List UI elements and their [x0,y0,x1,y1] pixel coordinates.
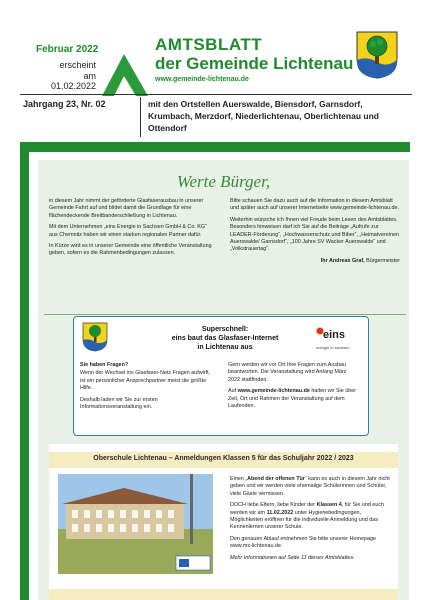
glasfaser-title-line: in Lichtenau aus [197,344,253,351]
text-bold: Klassen 4 [316,502,342,509]
erscheint-label: erscheint [59,60,96,70]
greeting-paragraph: Mit dem Unternehmen „eins Energie in Sachsen GmbH & Co. KG“ aus Chemnitz haben wir einen starken regionalen Partner dafür. [49,224,207,238]
green-frame-top [20,142,410,152]
eins-logo-text: eins [323,329,346,341]
glasfaser-paragraph: Gern werden wir vor Ort Ihre Fragen zum Ausbau beantworten. Die Veranstaltung wird Anfang März 2022 stattfinden. [228,362,347,383]
oberschule-text [230,476,390,566]
glasfaser-left-column [80,362,215,415]
greeting-signature [230,258,400,265]
greeting-title: Werte Bürger, [176,172,271,191]
issue-date: Februar 2022 [36,44,99,55]
greeting-paragraph: In Kürze wird es in unserer Gemeinde eine öffentliche Veranstaltung geben, sofern es die Rahmenbedingungen zulassen. [49,243,212,257]
oberschule-more-info: Mehr Informationen auf Seite 11 dieses Amtsblattes. [230,554,355,561]
glasfaser-title-line: eins baut das Glasfaser-Internet [171,335,279,342]
text-span: “ kann es auch in diesem Jahr nicht geben und wir werden viele ehemalige Schülerinnen und Schüler, viele Gäste vermissen. [230,476,390,497]
ortsteile-text: mit den Ortstellen Auerswalde, Biensdorf, Garnsdorf, Krumbach, Merzdorf, Niederlichtenau, Oberlichtenau und Ottendorf [148,99,379,133]
oberschule-paragraph: Den genauen Ablauf entnehmen Sie bitte unserer Homepage www.ms-lichtenau.de. [230,535,376,550]
eins-logo-subtitle: energie in sachsen [316,345,350,350]
header-vertical-rule [140,97,141,137]
text-span: DOCH liebe Eltern, liebe Kinder der [230,502,317,509]
glasfaser-right-column [228,362,358,414]
masthead-title: AMTSBLATT [155,35,263,54]
coat-of-arms-small-icon [82,322,108,352]
text-bold: Abend der offenen Tür [247,476,305,482]
header-rule [20,94,412,95]
oberschule-title: Oberschule Lichtenau – Anmeldungen Klassen 5 für das Schuljahr 2022 / 2023 [93,455,354,462]
signature-role: Bürgermeister [364,257,400,264]
text-span: Auf [228,388,238,395]
masthead-subtitle: der Gemeinde Lichtenau [155,54,354,73]
triangle-logo-icon [100,50,150,98]
oberschule-paragraph [230,502,390,532]
text-span: unter Hygienebedingungen, Möglichkeiten eröffnen für die individuelle Anmeldung und das Kennenlernen unserer Schule. [230,509,378,531]
glasfaser-website-link[interactable]: www.gemeinde-lichtenau.de [237,388,310,395]
text-span: Einen „ [230,476,248,482]
greeting-left-column [49,198,212,262]
coat-of-arms-icon [355,30,399,80]
oberschule-footer-bar [49,589,398,600]
glasfaser-paragraph: Deshalb laden wir Sie zur ersten Informationsveranstaltung ein. [80,396,158,411]
text-span: , für Sie und euch werden wir am [230,502,385,516]
greeting-right-column [230,198,400,269]
green-frame-left [20,142,29,600]
glasfaser-question-heading: Sie haben Fragen? [80,362,129,368]
section-divider [44,314,406,315]
greeting-paragraph: in diesem Jahr nimmt der geförderte Glasfaserausbau in unserer Gemeinde Fahrt auf und bildet damit die Grundlage für eine flächendeckende Breitbanderschließung in Lichtenau. [49,198,204,219]
glasfaser-paragraph: Wenn der Wechsel ins Glasfaser-Netz Fragen aufwirft, ist ein persönlicher Ansprechpartner meist die größte Hilfe. [80,370,211,392]
glasfaser-title-line: Superschnell: [201,326,249,333]
erscheint-date: am 01.02.2022 [50,71,96,91]
masthead-website[interactable]: www.gemeinde-lichtenau.de [155,76,249,83]
text-span: halten wir Sie über Zeit, Ort und Rahmen der Veranstaltung auf dem Laufenden. [228,388,357,410]
jahrgang-label: Jahrgang 23, Nr. 02 [23,99,106,109]
oberschule-paragraph [230,476,390,498]
greeting-paragraph: Bitte schauen Sie dazu auch auf die Information in diesem Amtsblatt und später auch auf unserer Internetseite www.gemeinde-lichtenau.de. [230,198,400,212]
signature-name: Ihr Andreas Graf, [320,257,365,264]
greeting-paragraph: Weiterhin wünsche ich Ihnen viel Freude beim Lesen des Amtsblattes. Besonders hinweisen darf ich Sie auf die Beiträge „Aufrufe zur LEADER-Förderung“, „Hochwasserschutz und Biber“, „Heimatvereinen Auerswalde/ Garnsdorf“, „100 Jahre SV Wacker Auerswalde“ und „Volkstrauertag“. [230,216,399,253]
school-building-photo [58,474,213,574]
glasfaser-paragraph [228,388,358,410]
text-bold: 11.02.2022 [266,509,294,516]
glasfaser-title [150,325,300,352]
